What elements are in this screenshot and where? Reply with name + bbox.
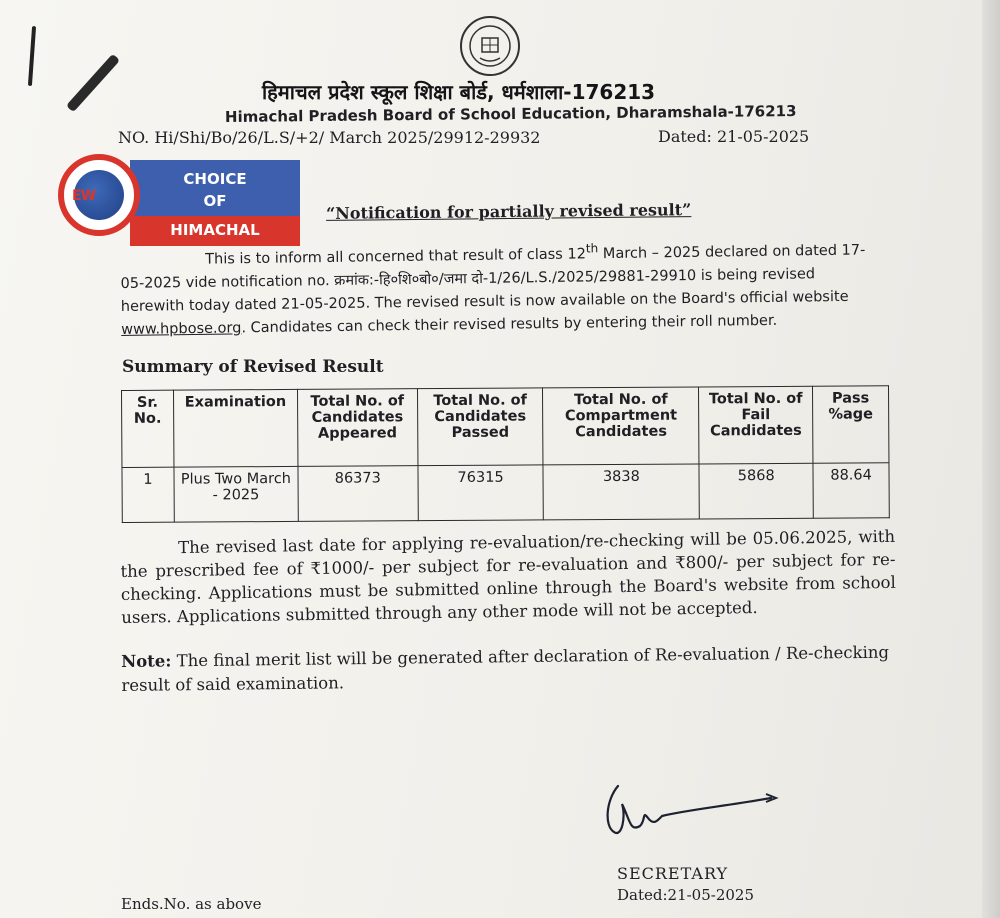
board-seal-logo bbox=[458, 14, 522, 78]
table-cell: 3838 bbox=[543, 464, 699, 520]
table-cell: Plus Two March - 2025 bbox=[174, 466, 298, 522]
note-label: Note: bbox=[121, 651, 172, 671]
table-cell: 76315 bbox=[418, 465, 544, 521]
col-header: Examination bbox=[173, 389, 297, 467]
page-edge-shadow bbox=[982, 0, 1000, 918]
board-name-hindi: हिमाचल प्रदेश स्कूल शिक्षा बोर्ड, धर्मशाला-176213 bbox=[262, 80, 656, 104]
col-header: Total No. of Fail Candidates bbox=[699, 386, 813, 464]
badge-line-of: OF bbox=[203, 192, 227, 210]
secretary-designation: SECRETARY bbox=[617, 864, 729, 883]
col-header: Total No. of Candidates Passed bbox=[417, 388, 543, 466]
revaluation-paragraph: The revised last date for applying re-evaluation/re-checking will be 05.06.2025, with the prescribed fee of ₹1000/- per subject for re-evaluation and ₹800/- per subject for re-checking. Applications must be submitted online through the Board's website from school users. Applications submitted through any other mode will not be accepted. bbox=[120, 526, 896, 627]
summary-heading: Summary of Revised Result bbox=[122, 357, 384, 377]
table-header-row bbox=[122, 386, 889, 468]
table-cell: 5868 bbox=[699, 463, 813, 519]
table-cell: 88.64 bbox=[813, 463, 889, 518]
col-header: Total No. of Candidates Appeared bbox=[297, 389, 417, 467]
pen-scribble bbox=[66, 54, 120, 113]
col-header: Total No. of Compartment Candidates bbox=[543, 387, 699, 465]
intro-paragraph: This is to inform all concerned that result of class 12th March – 2025 declared on dated 17-05-2025 vide notification no. क्रमांक:-हि०शि०बो०/जमा दो-1/26/L.S./2025/29881-29910 is being revised herewith today dated 21-05-2025. The revised result is now available on the Board's official website www.hpbose.org. Candidates can check their revised results by entering their roll number. bbox=[120, 241, 866, 338]
secretary-signature bbox=[596, 780, 786, 840]
website-link[interactable]: www.hpbose.org bbox=[121, 320, 242, 338]
board-name-english: Himachal Pradesh Board of School Education, Dharamshala-176213 bbox=[224, 102, 797, 126]
badge-line-choice: CHOICE bbox=[183, 170, 247, 188]
signature-date: Dated:21-05-2025 bbox=[617, 886, 755, 904]
watermark-badge bbox=[58, 150, 260, 246]
issue-date: Dated: 21-05-2025 bbox=[658, 127, 810, 146]
note-paragraph bbox=[121, 640, 902, 698]
table-row bbox=[122, 463, 889, 523]
badge-box bbox=[130, 160, 300, 246]
col-header: Sr. No. bbox=[122, 390, 174, 467]
table-cell: 86373 bbox=[298, 466, 418, 522]
endorsement-number: Ends.No. as above bbox=[121, 895, 262, 913]
news-logo-icon bbox=[58, 154, 140, 236]
col-header: Pass %age bbox=[813, 386, 889, 463]
table-cell: 1 bbox=[122, 467, 174, 522]
notification-title: “Notification for partially revised result” bbox=[325, 200, 692, 223]
note-text: The final merit list will be generated after declaration of Re-evaluation / Re-checking result of said examination. bbox=[121, 642, 890, 695]
summary-table bbox=[121, 385, 890, 523]
signature-icon bbox=[596, 780, 786, 840]
logo-text: EW bbox=[72, 188, 96, 204]
pen-mark bbox=[28, 26, 36, 86]
badge-line-himachal: HIMACHAL bbox=[170, 221, 260, 239]
reference-number: NO. Hi/Shi/Bo/26/L.S/+2/ March 2025/29912-29932 bbox=[118, 128, 541, 147]
seal-icon bbox=[458, 14, 522, 78]
